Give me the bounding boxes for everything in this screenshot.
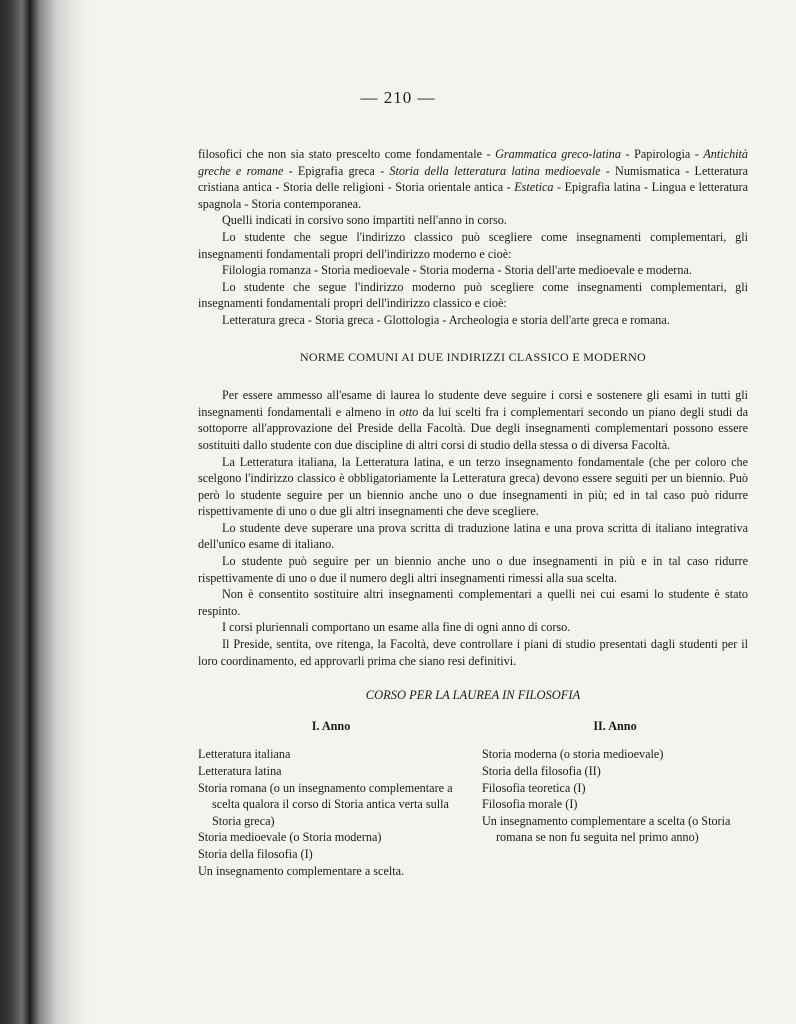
years-table — [198, 718, 748, 879]
book-binding-edge — [0, 0, 92, 1024]
course-item: Filosofia morale (I) — [482, 797, 578, 812]
year-1-title: I. Anno — [311, 718, 351, 733]
course-item: Storia della filosofia (I) — [198, 846, 313, 861]
list-moderno: Letteratura greca - Storia greca - Glottologia - Archeologia e storia dell'arte greca e romana. — [222, 312, 670, 327]
course-item: Letteratura italiana — [198, 747, 291, 762]
course-item: Storia medioevale (o Storia moderna) — [198, 830, 382, 845]
year-1-column — [198, 718, 464, 879]
intro-text: - Numismatica - Letteratura cristiana antica - Storia delle religioni - Storia orientale antica - — [198, 163, 748, 195]
norme-paragraph-3: Lo studente deve superare una prova scritta di traduzione latina e una prova scritta di italiano integrativa dell'unico esame di italiano. — [198, 520, 748, 552]
list-classico: Filologia romanza - Storia medioevale - Storia moderna - Storia dell'arte medioevale e moderna. — [222, 263, 692, 278]
intro-paragraph — [198, 146, 748, 212]
norme-paragraph-5: Non è consentito sostituire altri insegnamenti complementari a quelli nei cui esami lo studente è stato respinto. — [198, 587, 748, 618]
course-item: Storia della filosofia (II) — [482, 764, 601, 778]
course-item: Un insegnamento complementare a scelta (o Storia romana se non fu seguita nel primo anno) — [482, 813, 731, 845]
paragraph-corsivo: Quelli indicati in corsivo sono impartiti nell'anno in corso. — [222, 213, 507, 228]
norme-paragraph-4: Lo studente può seguire per un biennio anche uno o due insegnamenti in più e in tal caso ridurre rispettivamente di uno o due il numero degli altri insegnamenti rimessi alla sua scelta. — [198, 554, 748, 585]
page-number: — 210 — — [360, 88, 436, 107]
paragraph-classico: Lo studente che segue l'indirizzo classico può scegliere come insegnamenti complementari, gli insegnamenti fondamentali propri dell'indirizzo moderno e cioè: — [198, 229, 748, 261]
norme-text: da lui scelti fra i complementari secondo un piano degli studi da sottoporre all'approvazione del Preside della Facoltà. Due degli insegnamenti complementari possono essere sostituiti dallo studente con due discipline di altri corsi di studio della stessa o di diversa Facoltà. — [198, 404, 749, 452]
course-item: Storia romana (o un insegnamento complementare a scelta qualora il corso di Storia antica verta sulla Storia greca) — [198, 780, 453, 828]
norme-paragraph-7: Il Preside, sentita, ove ritenga, la Facoltà, deve controllare i piani di studio presentati dagli studenti per il loro coordinamento, ed approvarli prima che siano resi definitivi. — [198, 637, 748, 668]
page-content — [198, 146, 748, 879]
intro-italic: Antichità greche e romane — [198, 147, 749, 178]
year-2-column — [482, 718, 748, 879]
course-item: Filosofia teoretica (I) — [482, 780, 586, 795]
norme-paragraph-6: I corsi pluriennali comportano un esame alla fine di ogni anno di corso. — [222, 620, 571, 635]
course-item: Storia moderna (o storia medioevale) — [482, 747, 664, 762]
intro-text: - Epigrafia greca - — [288, 163, 390, 178]
course-item: Un insegnamento complementare a scelta. — [198, 863, 405, 878]
intro-italic: Estetica — [514, 180, 554, 195]
norme-paragraph-1 — [198, 387, 748, 453]
intro-italic: Storia della letteratura latina medioevale — [389, 163, 601, 178]
section-title-filosofia: CORSO PER LA LAUREA IN FILOSOFIA — [365, 688, 581, 703]
course-item: Letteratura latina — [198, 764, 282, 778]
paragraph-moderno: Lo studente che segue l'indirizzo moderno può scegliere come insegnamenti complementari, gli insegnamenti fondamentali propri dell'indirizzo classico e cioè: — [198, 279, 748, 311]
norme-text: Per essere ammesso all'esame di laurea lo studente deve seguire i corsi e sostenere gli esami in tutti gli insegnamenti fondamentali e almeno in — [198, 388, 748, 419]
norme-paragraph-2: La Letteratura italiana, la Letteratura latina, e un terzo insegnamento fondamentale (che per coloro che scelgono l'indirizzo classico è obbligatoriamente la Letteratura greca) devono essere seguiti per un biennio. Può però lo studente seguire per un biennio anche uno o due insegnamenti in più; ed in tal caso può ridurre rispettivamente di uno o due gli altri insegnamenti che deve scegliere. — [198, 454, 748, 519]
norme-italic: otto — [399, 404, 419, 419]
year-2-title: II. Anno — [593, 718, 637, 733]
intro-text: filosofici che non sia stato prescelto come fondamentale - — [198, 147, 491, 161]
intro-text: - Epigrafia latina - Lingua e letteratura spagnola - Storia contemporanea. — [198, 180, 748, 211]
section-title-norme: NORME COMUNI AI DUE INDIRIZZI CLASSICO E MODERNO — [299, 349, 647, 364]
intro-italic: Grammatica greco-latina — [495, 147, 621, 161]
intro-text: - Papirologia - — [625, 147, 704, 161]
